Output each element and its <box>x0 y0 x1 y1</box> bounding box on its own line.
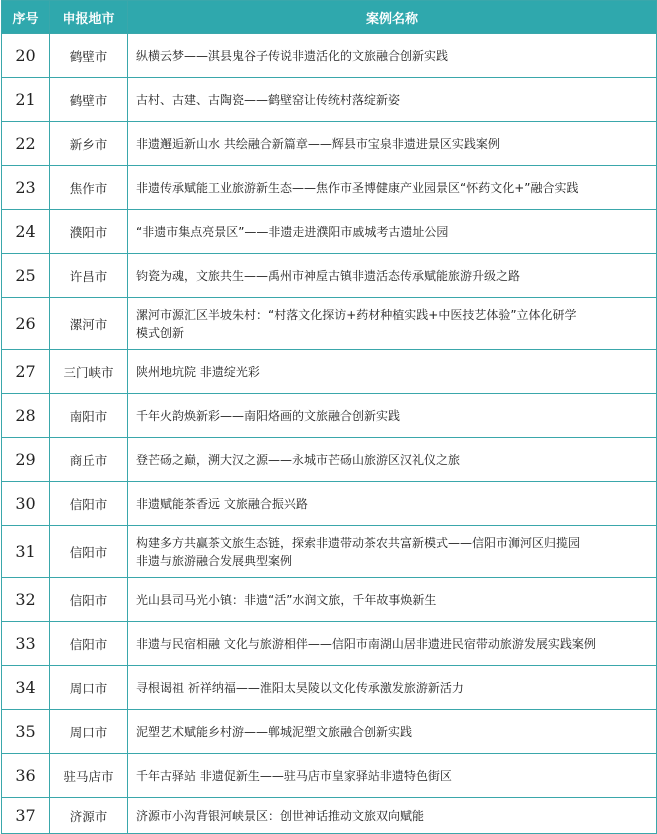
row-serial-number: 30 <box>2 482 50 526</box>
row-city: 鹤壁市 <box>50 78 128 122</box>
table-row <box>2 710 657 754</box>
table-header-row <box>2 1 657 34</box>
table-row <box>2 578 657 622</box>
row-case-name: 非遗传承赋能工业旅游新生态——焦作市圣博健康产业园景区“怀药文化+”融合实践 <box>128 166 657 210</box>
row-city: 周口市 <box>50 710 128 754</box>
row-city: 漯河市 <box>50 298 128 350</box>
header-city: 申报地市 <box>50 1 128 34</box>
header-serial-number: 序号 <box>2 1 50 34</box>
table-row <box>2 526 657 578</box>
header-case-name: 案例名称 <box>128 1 657 34</box>
row-case-name: “非遗市集点亮景区”——非遗走进濮阳市戚城考古遗址公园 <box>128 210 657 254</box>
row-case-name: 古村、古建、古陶瓷——鹤壁窑让传统村落绽新姿 <box>128 78 657 122</box>
row-city: 新乡市 <box>50 122 128 166</box>
table-row <box>2 210 657 254</box>
row-case-name: 非遗赋能茶香远 文旅融合振兴路 <box>128 482 657 526</box>
table-row <box>2 350 657 394</box>
table-row <box>2 482 657 526</box>
row-case-name-line: 非遗与旅游融合发展典型案例 <box>136 553 293 568</box>
row-case-name <box>128 298 657 350</box>
row-case-name-line: 构建多方共赢茶文旅生态链，探索非遗带动茶农共富新模式——信阳市浉河区归揽园 <box>136 535 581 550</box>
row-city: 信阳市 <box>50 482 128 526</box>
row-city: 濮阳市 <box>50 210 128 254</box>
row-city: 济源市 <box>50 798 128 834</box>
table-row <box>2 798 657 834</box>
case-list-table <box>1 0 657 834</box>
row-serial-number: 25 <box>2 254 50 298</box>
row-case-name: 济源市小沟背银河峡景区：创世神话推动文旅双向赋能 <box>128 798 657 834</box>
row-city: 信阳市 <box>50 578 128 622</box>
row-case-name-line: 模式创新 <box>136 325 185 340</box>
row-city: 信阳市 <box>50 622 128 666</box>
row-city: 周口市 <box>50 666 128 710</box>
row-case-name: 非遗与民宿相融 文化与旅游相伴——信阳市南湖山居非遗进民宿带动旅游发展实践案例 <box>128 622 657 666</box>
row-serial-number: 37 <box>2 798 50 834</box>
table-row <box>2 254 657 298</box>
table-row <box>2 622 657 666</box>
row-serial-number: 28 <box>2 394 50 438</box>
row-serial-number: 36 <box>2 754 50 798</box>
row-case-name: 光山县司马光小镇：非遗“活”水润文旅，千年故事焕新生 <box>128 578 657 622</box>
row-city: 鹤壁市 <box>50 34 128 78</box>
row-city: 信阳市 <box>50 526 128 578</box>
row-serial-number: 29 <box>2 438 50 482</box>
table-row <box>2 394 657 438</box>
table-row <box>2 666 657 710</box>
row-case-name: 陕州地坑院 非遗绽光彩 <box>128 350 657 394</box>
table-row <box>2 754 657 798</box>
table-row <box>2 34 657 78</box>
row-case-name: 登芒砀之巅，溯大汉之源——永城市芒砀山旅游区汉礼仪之旅 <box>128 438 657 482</box>
row-city: 焦作市 <box>50 166 128 210</box>
row-serial-number: 20 <box>2 34 50 78</box>
row-case-name: 钧瓷为魂，文旅共生——禹州市神垕古镇非遗活态传承赋能旅游升级之路 <box>128 254 657 298</box>
table-row <box>2 78 657 122</box>
row-serial-number: 34 <box>2 666 50 710</box>
row-city: 南阳市 <box>50 394 128 438</box>
row-case-name: 非遗邂逅新山水 共绘融合新篇章——辉县市宝泉非遗进景区实践案例 <box>128 122 657 166</box>
row-serial-number: 22 <box>2 122 50 166</box>
row-serial-number: 24 <box>2 210 50 254</box>
row-case-name: 纵横云梦——淇县鬼谷子传说非遗活化的文旅融合创新实践 <box>128 34 657 78</box>
row-serial-number: 27 <box>2 350 50 394</box>
row-serial-number: 31 <box>2 526 50 578</box>
row-serial-number: 33 <box>2 622 50 666</box>
row-case-name: 寻根谒祖 祈祥纳福——淮阳太昊陵以文化传承激发旅游新活力 <box>128 666 657 710</box>
row-serial-number: 21 <box>2 78 50 122</box>
table-row <box>2 438 657 482</box>
row-case-name: 千年古驿站 非遗促新生——驻马店市皇家驿站非遗特色街区 <box>128 754 657 798</box>
row-case-name: 泥塑艺术赋能乡村游——郸城泥塑文旅融合创新实践 <box>128 710 657 754</box>
row-case-name-line: 漯河市源汇区半坡朱村：“村落文化探访+药材种植实践+中医技艺体验”立体化研学 <box>136 307 577 322</box>
table-row <box>2 298 657 350</box>
table-row <box>2 166 657 210</box>
row-case-name <box>128 526 657 578</box>
row-serial-number: 26 <box>2 298 50 350</box>
row-city: 三门峡市 <box>50 350 128 394</box>
row-case-name: 千年火韵焕新彩——南阳烙画的文旅融合创新实践 <box>128 394 657 438</box>
row-city: 商丘市 <box>50 438 128 482</box>
row-serial-number: 23 <box>2 166 50 210</box>
row-city: 许昌市 <box>50 254 128 298</box>
table-row <box>2 122 657 166</box>
row-serial-number: 35 <box>2 710 50 754</box>
row-city: 驻马店市 <box>50 754 128 798</box>
row-serial-number: 32 <box>2 578 50 622</box>
